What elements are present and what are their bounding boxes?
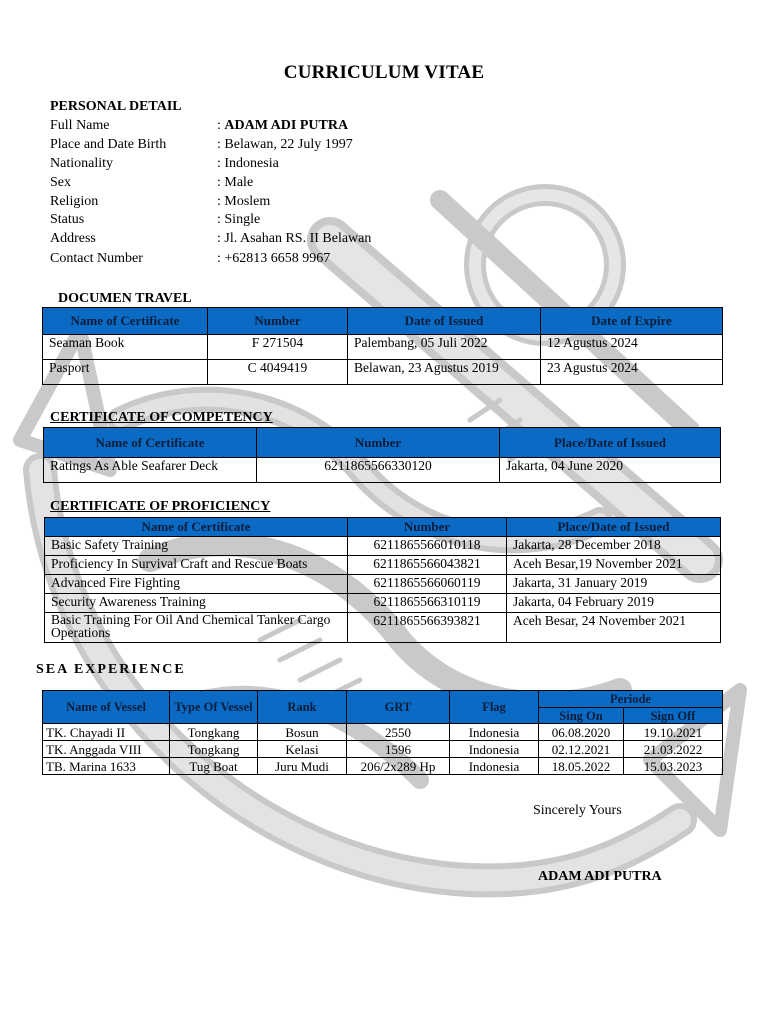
table-cell: Basic Safety Training xyxy=(45,537,348,556)
table-cell: Juru Mudi xyxy=(258,758,347,775)
table-cell: 2550 xyxy=(347,724,450,741)
competency-heading: CERTIFICATE OF COMPETENCY xyxy=(50,410,273,425)
proficiency-table xyxy=(44,517,721,643)
table-cell: Tongkang xyxy=(170,724,258,741)
table-cell: TK. Anggada VIII xyxy=(43,741,170,758)
field-label: Contact Number xyxy=(50,251,143,266)
field-label: Nationality xyxy=(50,156,113,171)
table-row xyxy=(43,360,723,385)
table-cell: Aceh Besar, 24 November 2021 xyxy=(507,613,721,643)
personal-row-nationality xyxy=(50,156,570,175)
field-label: Status xyxy=(50,212,85,227)
table-cell: Kelasi xyxy=(258,741,347,758)
full-name-value: ADAM ADI PUTRA xyxy=(224,118,349,133)
table-cell: Jakarta, 04 February 2019 xyxy=(507,594,721,613)
table-cell: TB. Marina 1633 xyxy=(43,758,170,775)
field-value: : Belawan, 22 July 1997 xyxy=(217,137,353,152)
table-row xyxy=(43,335,723,360)
table-cell: 15.03.2023 xyxy=(624,758,723,775)
personal-row-full-name xyxy=(50,118,570,137)
table-cell: Ratings As Able Seafarer Deck xyxy=(44,458,257,483)
column-header: Name of Certificate xyxy=(45,518,348,537)
column-header: Name of Certificate xyxy=(44,428,257,458)
field-value: : Indonesia xyxy=(217,156,279,171)
field-value: : ADAM ADI PUTRA xyxy=(217,118,349,133)
column-header: Place/Date of Issued xyxy=(500,428,721,458)
table-cell: Jakarta, 28 December 2018 xyxy=(507,537,721,556)
table-cell: F 271504 xyxy=(208,335,348,360)
column-header: Name of Certificate xyxy=(43,308,208,335)
personal-row-status xyxy=(50,212,570,231)
table-cell: Palembang, 05 Juli 2022 xyxy=(348,335,541,360)
table-cell: Advanced Fire Fighting xyxy=(45,575,348,594)
field-value: : Single xyxy=(217,212,261,227)
travel-heading: DOCUMEN TRAVEL xyxy=(58,291,192,306)
personal-detail-heading: PERSONAL DETAIL xyxy=(50,99,182,114)
table-header-row xyxy=(45,518,721,537)
column-header: Number xyxy=(348,518,507,537)
field-label: Address xyxy=(50,231,96,246)
table-cell: Pasport xyxy=(43,360,208,385)
column-header: Name of Vessel xyxy=(43,691,170,724)
table-cell: Basic Training For Oil And Chemical Tanker Cargo Operations xyxy=(45,613,348,643)
table-cell: TK. Chayadi II xyxy=(43,724,170,741)
table-cell: Belawan, 23 Agustus 2019 xyxy=(348,360,541,385)
closing-regards: Sincerely Yours xyxy=(533,803,622,818)
column-header: Date of Expire xyxy=(541,308,723,335)
table-cell: 06.08.2020 xyxy=(539,724,624,741)
table-cell: 6211865566310119 xyxy=(348,594,507,613)
field-value: : Moslem xyxy=(217,194,271,209)
sea-experience-heading: SEA EXPERIENCE xyxy=(36,662,186,677)
table-header-row xyxy=(43,308,723,335)
personal-row-contact xyxy=(50,251,570,270)
table-cell: 6211865566060119 xyxy=(348,575,507,594)
column-header: Date of Issued xyxy=(348,308,541,335)
table-cell: Tug Boat xyxy=(170,758,258,775)
table-cell: 18.05.2022 xyxy=(539,758,624,775)
table-cell: Security Awareness Training xyxy=(45,594,348,613)
personal-row-address xyxy=(50,231,570,250)
table-row xyxy=(45,556,721,575)
column-header: Rank xyxy=(258,691,347,724)
table-cell: Jakarta, 04 June 2020 xyxy=(500,458,721,483)
column-header: Periode xyxy=(539,691,723,708)
column-header: GRT xyxy=(347,691,450,724)
table-cell: 6211865566393821 xyxy=(348,613,507,643)
table-cell: 21.03.2022 xyxy=(624,741,723,758)
table-row xyxy=(43,741,723,758)
table-row xyxy=(43,758,723,775)
table-cell: 23 Agustus 2024 xyxy=(541,360,723,385)
field-value: : Jl. Asahan RS. II Belawan xyxy=(217,231,372,246)
competency-table xyxy=(43,427,721,483)
table-cell: 206/2x289 Hp xyxy=(347,758,450,775)
field-label: Sex xyxy=(50,175,71,190)
signature-name: ADAM ADI PUTRA xyxy=(538,869,662,884)
field-value: : Male xyxy=(217,175,254,190)
table-row xyxy=(45,537,721,556)
table-cell: Jakarta, 31 January 2019 xyxy=(507,575,721,594)
personal-row-birth xyxy=(50,137,570,156)
column-header: Type Of Vessel xyxy=(170,691,258,724)
table-row xyxy=(45,613,721,643)
field-label: Religion xyxy=(50,194,99,209)
table-cell: 6211865566043821 xyxy=(348,556,507,575)
table-cell: Aceh Besar,19 November 2021 xyxy=(507,556,721,575)
table-cell: 6211865566330120 xyxy=(257,458,500,483)
table-cell: Proficiency In Survival Craft and Rescue Boats xyxy=(45,556,348,575)
column-header: Sing On xyxy=(539,708,624,724)
column-header: Flag xyxy=(450,691,539,724)
table-cell: 6211865566010118 xyxy=(348,537,507,556)
table-cell: 02.12.2021 xyxy=(539,741,624,758)
table-cell: Seaman Book xyxy=(43,335,208,360)
table-cell: Tongkang xyxy=(170,741,258,758)
field-label: Place and Date Birth xyxy=(50,137,167,152)
table-cell: Indonesia xyxy=(450,724,539,741)
table-row xyxy=(45,575,721,594)
table-row xyxy=(45,594,721,613)
table-header-row xyxy=(43,691,723,708)
table-cell: 12 Agustus 2024 xyxy=(541,335,723,360)
table-row xyxy=(43,724,723,741)
column-header: Number xyxy=(208,308,348,335)
personal-row-religion xyxy=(50,194,570,213)
column-header: Sign Off xyxy=(624,708,723,724)
table-row xyxy=(44,458,721,483)
personal-row-sex xyxy=(50,175,570,194)
field-label: Full Name xyxy=(50,118,110,133)
sea-experience-table xyxy=(42,690,723,775)
document-title: CURRICULUM VITAE xyxy=(283,62,485,83)
field-value: : +62813 6658 9967 xyxy=(217,251,331,266)
table-cell: Bosun xyxy=(258,724,347,741)
table-cell: Indonesia xyxy=(450,741,539,758)
table-cell: Indonesia xyxy=(450,758,539,775)
proficiency-heading: CERTIFICATE OF PROFICIENCY xyxy=(50,499,271,514)
column-header: Number xyxy=(257,428,500,458)
table-cell: C 4049419 xyxy=(208,360,348,385)
table-cell: 19.10.2021 xyxy=(624,724,723,741)
table-cell: 1596 xyxy=(347,741,450,758)
table-header-row xyxy=(44,428,721,458)
column-header: Place/Date of Issued xyxy=(507,518,721,537)
travel-table xyxy=(42,307,723,385)
